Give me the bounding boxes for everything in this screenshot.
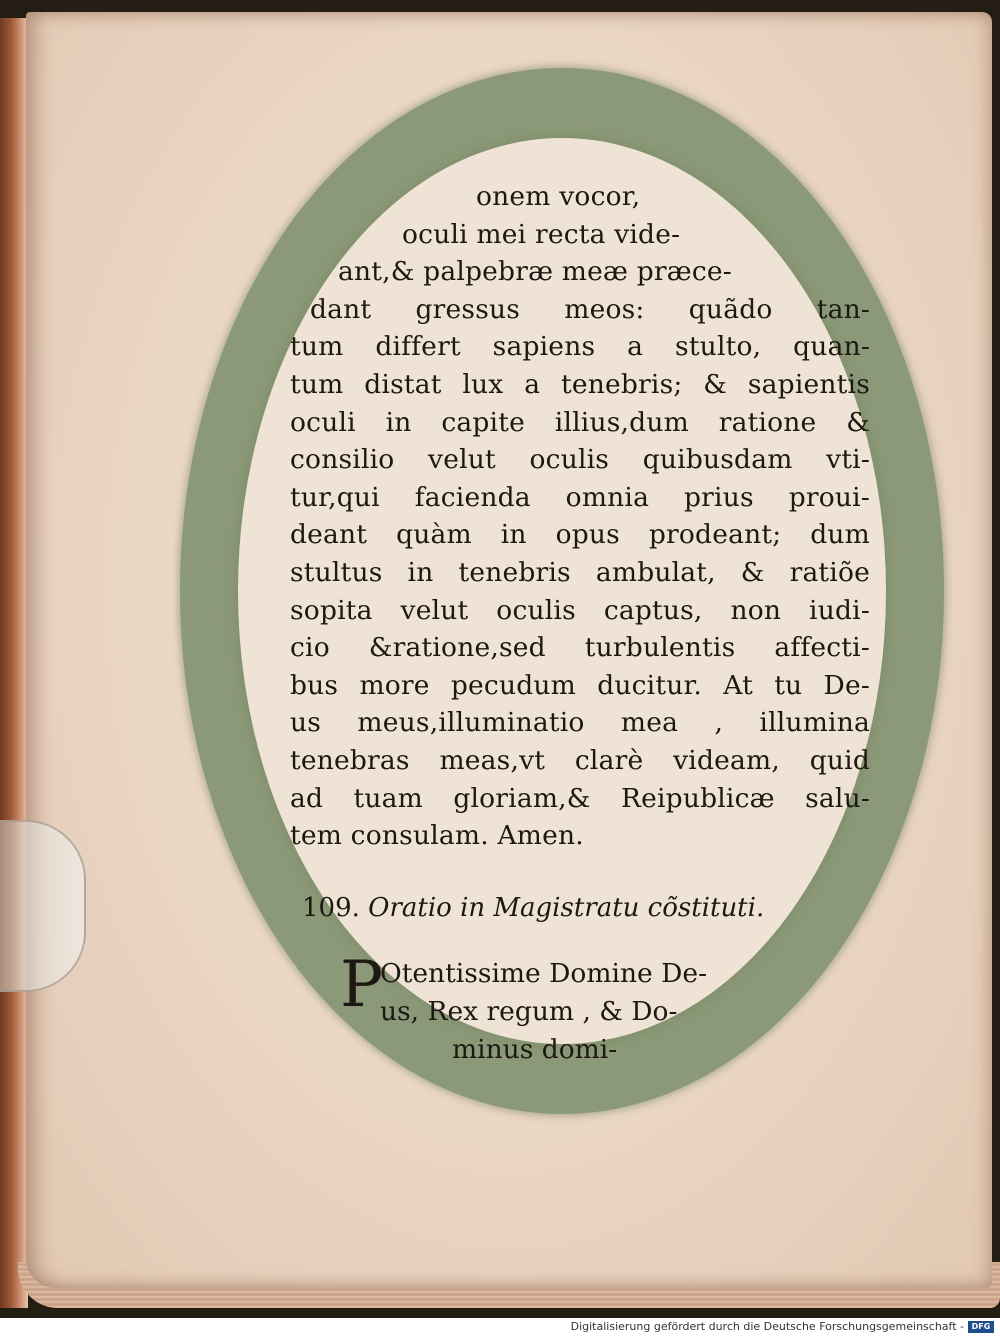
prayer-line: Otentissime Domine De- <box>380 958 708 989</box>
text-line: deant quàm in opus prodeant; dum <box>290 519 870 551</box>
dfg-logo: DFG <box>968 1321 994 1333</box>
text-line: onem vocor, <box>476 181 641 212</box>
text-line: tum differt sapiens a stulto, quan- <box>290 331 870 363</box>
text-line: tum distat lux a tenebris; & sapientis <box>290 368 870 400</box>
body-text <box>290 178 870 1078</box>
text-line: us meus,illuminatio mea , illumina <box>290 707 870 739</box>
text-line: tenebras meas,vt clarè videam, quid <box>290 744 870 776</box>
text-line: bus more pecudum ducitur. At tu De- <box>290 669 870 701</box>
prayer-line: minus domi- <box>452 1034 618 1065</box>
heading-number: 109. <box>302 893 360 923</box>
footer-credit: Digitalisierung gefördert durch die Deutsche Forschungsgemeinschaft - <box>570 1320 964 1333</box>
section-heading <box>302 893 842 923</box>
heading-text: Oratio in Magistratu cõstituti. <box>368 893 765 923</box>
text-line: ad tuam gloriam,& Reipublicæ salu- <box>290 782 870 814</box>
text-line: cio &ratione,sed turbulentis affecti- <box>290 632 870 664</box>
text-line: dant gressus meos: quãdo tan- <box>310 293 870 325</box>
prayer-line: us, Rex regum , & Do- <box>380 996 678 1027</box>
prayer-text <box>340 948 800 1069</box>
book-cover-edge <box>0 18 28 1308</box>
text-line: tur,qui facienda omnia prius proui- <box>290 481 870 513</box>
text-line: tem consulam. Amen. <box>290 820 584 852</box>
text-line: oculi mei recta vide- <box>402 218 681 250</box>
text-line: consilio velut oculis quibusdam vti- <box>290 444 870 476</box>
text-line: oculi in capite illius,dum ratione & <box>290 406 870 438</box>
initial-letter: P <box>340 948 384 1022</box>
text-line: ant,& palpebræ meæ præce- <box>338 256 732 288</box>
footer-bar <box>0 1318 1000 1337</box>
text-line: sopita velut oculis captus, non iudi- <box>290 594 870 626</box>
page-clip <box>0 820 86 992</box>
text-line: stultus in tenebris ambulat, & ratiõe <box>290 556 870 588</box>
